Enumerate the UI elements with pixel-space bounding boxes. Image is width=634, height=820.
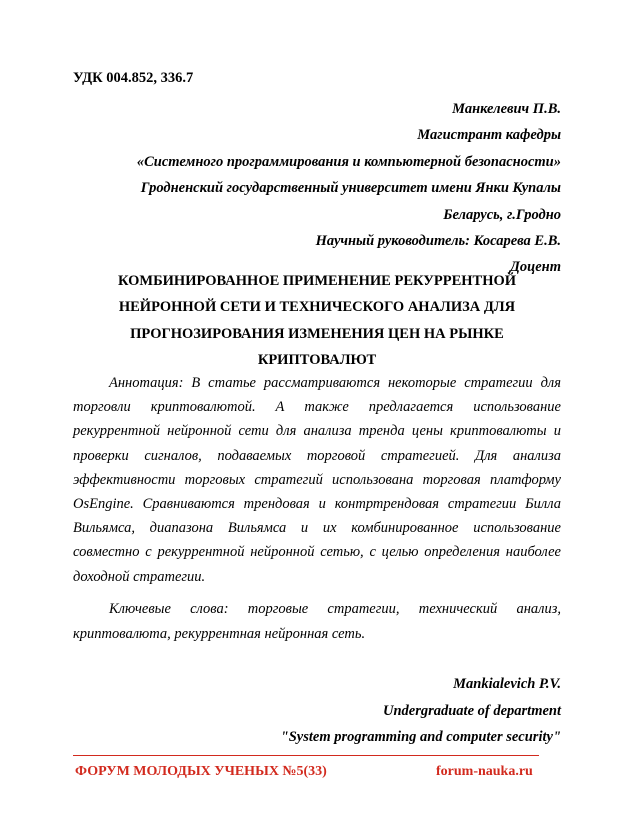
article-title: [73, 268, 561, 373]
supervisor: Научный руководитель: Косарева Е.В.: [315, 233, 561, 250]
udk-code: УДК 004.852, 336.7: [73, 70, 194, 86]
title-line: НЕЙРОННОЙ СЕТИ И ТЕХНИЧЕСКОГО АНАЛИЗА ДЛЯ: [118, 299, 516, 316]
title-line: КОМБИНИРОВАННОЕ ПРИМЕНЕНИЕ РЕКУРРЕНТНОЙ: [117, 273, 517, 289]
author-info-ru: [73, 96, 561, 281]
author-name: Манкелевич П.В.: [452, 101, 561, 117]
author-university: Гродненский государственный университет имени Янки Купалы: [140, 180, 561, 197]
author-department-en: "System programming and computer security": [280, 729, 561, 745]
keywords-paragraph: Ключевые слова: торговые стратегии, технический анализ, криптовалюта, рекуррентная нейронная сеть.: [73, 601, 561, 642]
author-name-en: Mankialevich P.V.: [453, 676, 561, 692]
footer-website[interactable]: forum-nauka.ru: [436, 764, 533, 779]
author-info-en: [73, 671, 561, 751]
author-location: Беларусь, г.Гродно: [443, 206, 561, 223]
abstract-paragraph: Аннотация: В статье рассматриваются некоторые стратегии для торговли криптовалютой. А также предлагается использование рекуррентной нейронной сети для анализа тренда цены криптовалюты и проверки сигналов, подаваемых торговой стратегией. Для анализа эффективности торговых стратегий использована торговая платформу OsEngine. Сравниваются трендовая и контртрендовая стратегии Билла Вильямса, диапазона Вильямса и их комбинированное использование совместно с рекуррентной нейронной сетью, с целью определения наиболее доходной стратегии.: [73, 375, 561, 585]
footer-journal-name: ФОРУМ МОЛОДЫХ УЧЕНЫХ №5(33): [75, 764, 327, 779]
title-line: КРИПТОВАЛЮТ: [257, 351, 377, 368]
supervisor-position: Доцент: [510, 259, 561, 276]
author-position: Магистрант кафедры: [417, 127, 561, 144]
author-department: «Системного программирования и компьютерной безопасности»: [136, 153, 561, 170]
author-position-en: Undergraduate of department: [382, 702, 561, 719]
title-line: ПРОГНОЗИРОВАНИЯ ИЗМЕНЕНИЯ ЦЕН НА РЫНКЕ: [130, 325, 504, 342]
footer-divider: [73, 755, 539, 756]
